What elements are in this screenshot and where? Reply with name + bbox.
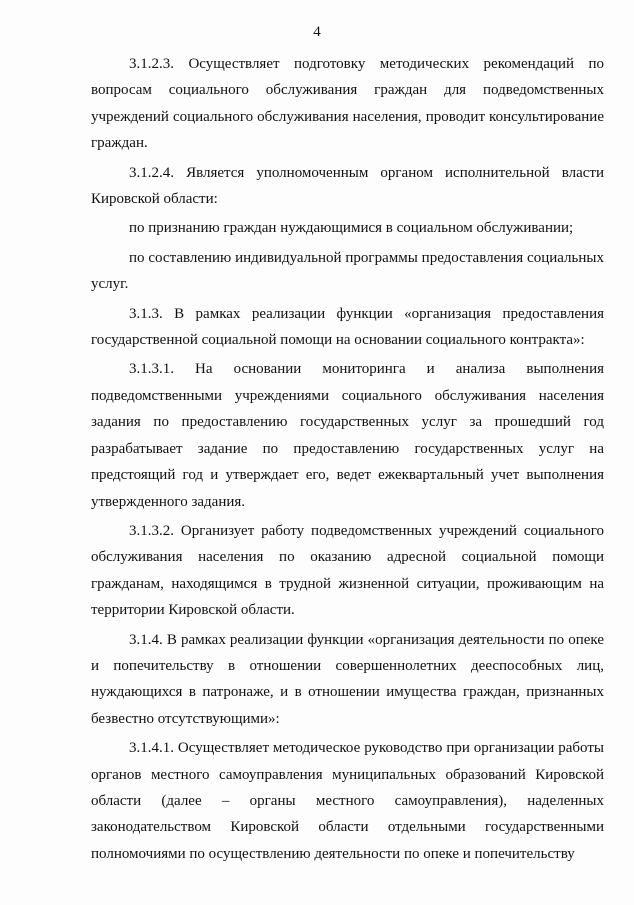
paragraph-recognition-item: по признанию граждан нуждающимися в социальном обслуживании;	[129, 220, 574, 237]
paragraph-3-1-4: 3.1.4. В рамках реализации функции «организация деятельности по опеке и попечительству в отношении совершеннолетних дееспособных лиц, нуждающихся в патронаже, и в отношении имущества граждан, признанных безвестно отсутствующими»:	[91, 631, 604, 727]
paragraph-3-1-2-3: 3.1.2.3. Осуществляет подготовку методических рекомендаций по вопросам социального обслуживания граждан для подведомственных учреждений социального обслуживания населения, проводит консультирование граждан.	[91, 56, 604, 152]
document-body	[91, 51, 604, 867]
paragraph-3-1-4-1: 3.1.4.1. Осуществляет методическое руководство при организации работы органов местного самоуправления муниципальных образований Кировской области (далее – органы местного самоуправления), наделенных законодательством Кировской области отдельными государственными полномочиями по осуществлению деятельности по опеке и попечительству	[91, 740, 604, 862]
paragraph-3-1-3-2: 3.1.3.2. Организует работу подведомственных учреждений социального обслуживания населения по оказанию адресной социальной помощи гражданам, находящимся в трудной жизненной ситуации, проживающим на территории Кировской области.	[91, 522, 604, 619]
paragraph-individual-program-item: по составлению индивидуальной программы предоставления социальных услуг.	[91, 249, 604, 293]
paragraph-3-1-3-1: 3.1.3.1. На основании мониторинга и анализа выполнения подведомственными учреждениями социального обслуживания населения задания по предоставлению государственных услуг за прошедший год разрабатывает задание по предоставлению государственных услуг на предстоящий год и утверждает его, ведет ежеквартальный учет выполнения утвержденного задания.	[91, 361, 604, 510]
paragraph-3-1-2-4: 3.1.2.4. Является уполномоченным органом исполнительной власти Кировской области:	[91, 164, 604, 208]
page-number: 4	[313, 24, 321, 40]
paragraph-3-1-3: 3.1.3. В рамках реализации функции «организация предоставления государственной социальной помощи на основании социального контракта»:	[91, 305, 604, 349]
